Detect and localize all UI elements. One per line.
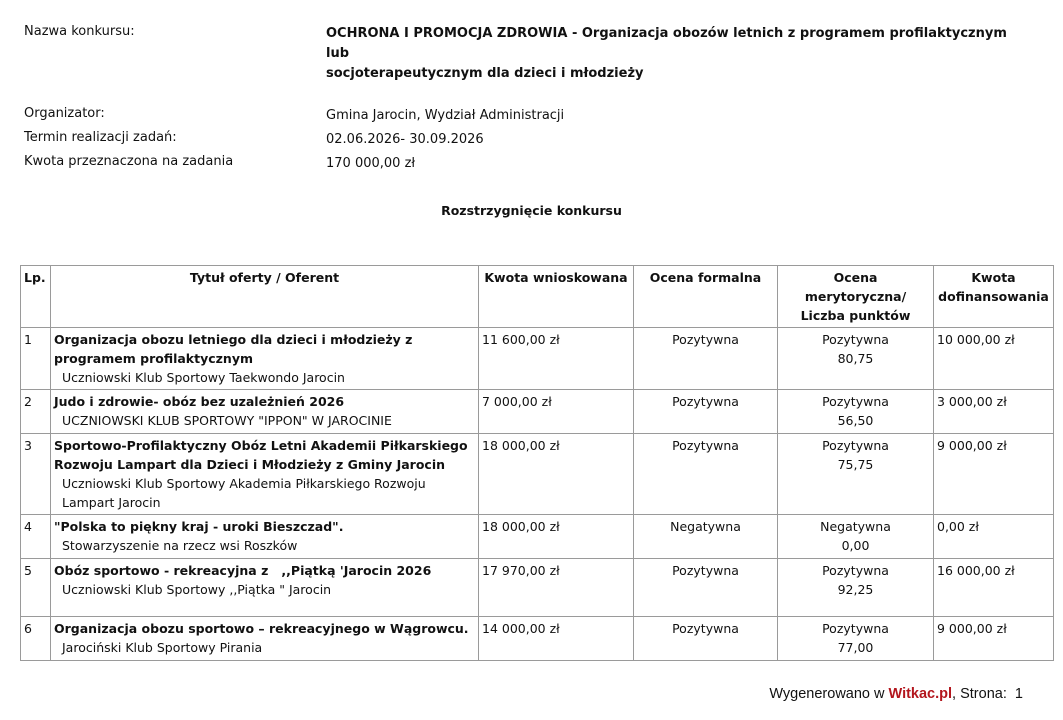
merit-result: Pozytywna — [822, 438, 889, 453]
header-title: Tytuł oferty / Oferent — [51, 266, 479, 328]
header-merit-line2: Liczba punktów — [800, 308, 911, 323]
footer-page-label: , Strona: — [952, 686, 1015, 702]
row-requested: 17 970,00 zł — [479, 559, 634, 617]
merit-points: 77,00 — [837, 640, 874, 655]
offer-organization: Stowarzyszenie na rzecz wsi Roszków — [62, 538, 298, 553]
results-heading: Rozstrzygnięcie konkursu — [441, 203, 622, 218]
header-granted-line1: Kwota — [971, 270, 1016, 285]
contest-info — [24, 24, 1024, 174]
header-granted — [934, 266, 1054, 328]
row-merit — [778, 515, 934, 559]
row-granted: 9 000,00 zł — [934, 617, 1054, 661]
row-offer — [51, 434, 479, 515]
row-requested: 11 600,00 zł — [479, 328, 634, 390]
row-formal: Pozytywna — [634, 390, 778, 434]
header-merit — [778, 266, 934, 328]
row-requested: 14 000,00 zł — [479, 617, 634, 661]
offer-title: "Polska to piękny kraj - uroki Bieszczad". — [54, 519, 344, 534]
row-offer — [51, 559, 479, 617]
row-offer — [51, 515, 479, 559]
row-granted: 16 000,00 zł — [934, 559, 1054, 617]
merit-result: Pozytywna — [822, 621, 889, 636]
header-merit-line1: Ocena merytoryczna/ — [804, 270, 907, 304]
contest-name-line2: socjoterapeutycznym dla dzieci i młodzieży — [326, 66, 644, 81]
header-formal: Ocena formalna — [634, 266, 778, 328]
term-value: 02.06.2026- 30.09.2026 — [326, 132, 484, 147]
row-merit — [778, 390, 934, 434]
offer-title: Organizacja obozu letniego dla dzieci i młodzieży z programem profilaktycznym — [54, 332, 413, 366]
header-lp: Lp. — [21, 266, 51, 328]
row-requested: 18 000,00 zł — [479, 434, 634, 515]
offer-title: Sportowo-Profilaktyczny Obóz Letni Akademii Piłkarskiego Rozwoju Lampart dla Dzieci i Młodzieży z Gminy Jarocin — [54, 438, 468, 472]
table-row — [21, 328, 1054, 390]
row-lp: 5 — [21, 559, 51, 617]
row-merit — [778, 617, 934, 661]
row-formal: Pozytywna — [634, 434, 778, 515]
organizer-value: Gmina Jarocin, Wydział Administracji — [326, 108, 565, 123]
row-merit — [778, 559, 934, 617]
row-lp: 2 — [21, 390, 51, 434]
row-granted: 10 000,00 zł — [934, 328, 1054, 390]
row-lp: 4 — [21, 515, 51, 559]
merit-points: 80,75 — [837, 351, 874, 366]
row-lp: 1 — [21, 328, 51, 390]
term-row — [24, 130, 1024, 150]
row-offer — [51, 617, 479, 661]
row-merit — [778, 434, 934, 515]
contest-name-line1: OCHRONA I PROMOCJA ZDROWIA - Organizacja obozów letnich z programem profilaktycznym lub — [326, 26, 1007, 61]
contest-name-label: Nazwa konkursu: — [24, 24, 135, 39]
merit-points: 56,50 — [837, 413, 874, 428]
row-granted: 0,00 zł — [934, 515, 1054, 559]
offer-organization: Uczniowski Klub Sportowy Taekwondo Jarocin — [62, 370, 345, 385]
merit-result: Pozytywna — [822, 563, 889, 578]
offer-title: Obóz sportowo - rekreacyjna z ,,Piątką 'Jarocin 2026 — [54, 563, 432, 578]
table-row — [21, 434, 1054, 515]
footer-page-number: 1 — [1014, 686, 1023, 702]
table-row — [21, 515, 1054, 559]
organizer-label: Organizator: — [24, 106, 105, 121]
row-formal: Pozytywna — [634, 328, 778, 390]
row-lp: 3 — [21, 434, 51, 515]
row-offer — [51, 328, 479, 390]
row-requested: 7 000,00 zł — [479, 390, 634, 434]
offer-title: Organizacja obozu sportowo – rekreacyjnego w Wągrowcu. — [54, 621, 469, 636]
row-granted: 9 000,00 zł — [934, 434, 1054, 515]
footer-brand-link[interactable]: Witkac.pl — [888, 686, 953, 702]
offer-organization: Jarociński Klub Sportowy Pirania — [62, 640, 263, 655]
page-footer — [769, 686, 1023, 702]
row-formal: Negatywna — [634, 515, 778, 559]
offer-organization: Uczniowski Klub Sportowy ,,Piątka " Jarocin — [62, 582, 332, 597]
row-formal: Pozytywna — [634, 559, 778, 617]
footer-prefix: Wygenerowano w — [769, 686, 889, 702]
amount-value: 170 000,00 zł — [326, 156, 416, 171]
header-requested: Kwota wnioskowana — [479, 266, 634, 328]
amount-row — [24, 154, 1024, 174]
merit-result: Negatywna — [820, 519, 891, 534]
table-row — [21, 390, 1054, 434]
row-requested: 18 000,00 zł — [479, 515, 634, 559]
merit-points: 0,00 — [841, 538, 870, 553]
merit-result: Pozytywna — [822, 394, 889, 409]
offer-organization: UCZNIOWSKI KLUB SPORTOWY "IPPON" W JAROCINIE — [62, 413, 392, 428]
offer-organization: Uczniowski Klub Sportowy Akademia Piłkarskiego Rozwoju Lampart Jarocin — [62, 476, 426, 510]
table-header-row — [21, 266, 1054, 328]
row-merit — [778, 328, 934, 390]
merit-points: 92,25 — [837, 582, 874, 597]
organizer-row — [24, 106, 1024, 126]
row-lp: 6 — [21, 617, 51, 661]
table-row — [21, 617, 1054, 661]
header-granted-line2: dofinansowania — [938, 289, 1049, 304]
amount-label: Kwota przeznaczona na zadania — [24, 154, 234, 169]
offer-title: Judo i zdrowie- obóz bez uzależnień 2026 — [54, 394, 345, 409]
row-granted: 3 000,00 zł — [934, 390, 1054, 434]
contest-name-row — [24, 24, 1024, 84]
term-label: Termin realizacji zadań: — [24, 130, 177, 145]
row-offer — [51, 390, 479, 434]
results-table — [20, 265, 1054, 661]
contest-name-value — [326, 24, 1024, 84]
table-row — [21, 559, 1054, 617]
merit-points: 75,75 — [837, 457, 874, 472]
merit-result: Pozytywna — [822, 332, 889, 347]
row-formal: Pozytywna — [634, 617, 778, 661]
